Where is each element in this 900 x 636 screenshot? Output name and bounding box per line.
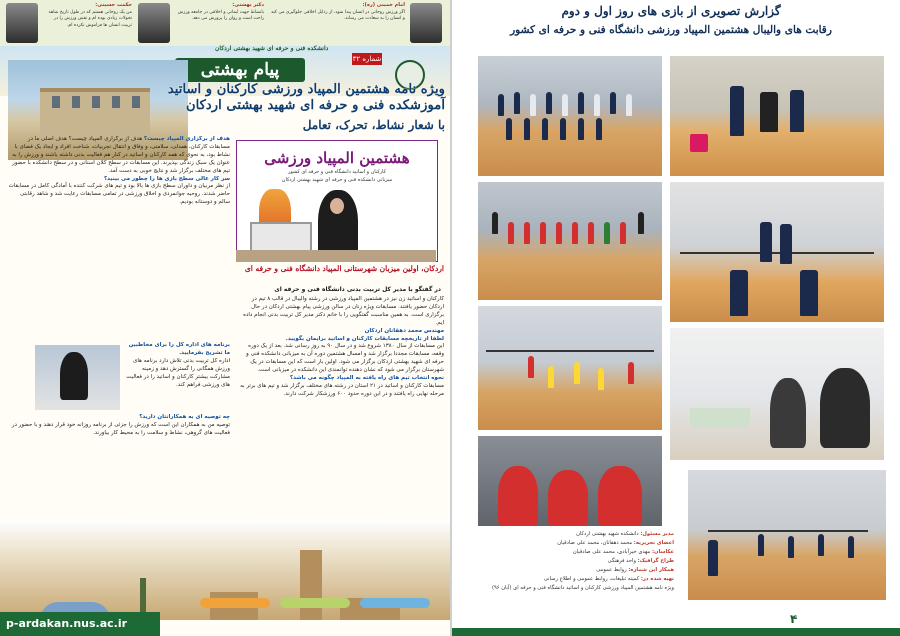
player-figure — [578, 92, 584, 114]
subhead: با شعار نشاط، تحرک، تعامل — [302, 118, 445, 132]
credit-line — [456, 584, 674, 593]
player-figure — [528, 356, 534, 378]
player-figure — [556, 222, 562, 244]
credit-label: طراح گرافیک: — [637, 558, 674, 564]
player-figure — [800, 270, 818, 316]
question-4: چه توصیه ای به همکارانتان دارید؟ — [139, 414, 230, 420]
answer-3: اداره کل تربیت بدنی تلاش دارد برنامه های ورزش همگانی را گسترش دهد و زمینه مشارکت بیشتر کارکنان و اساتید را در فعالیت های ورزشی فراهم کند. — [126, 357, 230, 388]
question-5: لطفا از تاریخچه مسابقات کارکنان و اساتید برایمان بگویید. — [285, 335, 444, 342]
interviewee-name: مهندس محمد دهقانان اردکان — [364, 327, 444, 334]
credit-line — [456, 530, 674, 539]
official-figure — [820, 368, 870, 448]
photo-wide-court — [688, 470, 886, 600]
player-figure — [760, 92, 778, 132]
table — [690, 408, 750, 428]
page-number: ۴ — [790, 612, 798, 626]
credit-value: کمیته تبلیغات، روابط عمومی و اطلاع رسانی — [543, 576, 640, 582]
credit-label: تهیه شده در: — [640, 576, 674, 582]
player-figure — [578, 118, 584, 140]
article-column-2 — [236, 296, 444, 520]
player-figure — [548, 366, 554, 388]
credit-line — [456, 566, 674, 575]
bottom-bar — [452, 628, 900, 636]
quote-mid — [174, 2, 264, 23]
player-figure — [524, 222, 530, 244]
player-figure — [604, 222, 610, 244]
player-figure — [848, 536, 854, 558]
photo-block-at-net — [670, 182, 884, 322]
player-figure — [760, 222, 772, 262]
issue-badge: شماره ۳۲ — [352, 55, 382, 63]
credit-line — [456, 557, 674, 566]
quote-right-title: امام خمینی (ره): — [362, 2, 405, 8]
player-figure — [598, 466, 642, 526]
photo-report-title: گزارش تصویری از بازی های روز اول و دوم — [561, 4, 781, 18]
desk — [236, 250, 436, 262]
poster-line-1: کارکنان و اساتید دانشگاه فنی و حرفه ای کشور — [287, 169, 387, 175]
photo-players-bench — [670, 56, 884, 176]
article-column-1 — [8, 136, 230, 342]
player-figure — [780, 224, 792, 264]
player-figure — [572, 222, 578, 244]
quote-left-title: حکمت حسینی: — [95, 2, 132, 8]
credit-line — [456, 548, 674, 557]
article-column-1c — [8, 414, 230, 519]
player-figure — [498, 466, 538, 526]
publication-title: پیام بهشتی — [175, 58, 305, 82]
volleyball-net — [708, 530, 868, 532]
credit-value: روابط عمومی — [596, 567, 627, 573]
windcatcher-tower — [300, 550, 322, 620]
photo-team-huddle — [478, 436, 662, 526]
player-figure — [514, 92, 520, 114]
answer-2: از نظر مربیان و داوران سطح بازی ها بالا بود و تیم های شرکت کننده با آمادگی کامل در مسابقات حاضر شدند. روحیه جوانمردی و اخلاق ورزشی در تمامی مسابقات رعایت شد و شاهد رقابتی سالم و دوستانه بودیم. — [8, 183, 230, 206]
player-figure — [506, 118, 512, 140]
volleyball-net — [486, 350, 654, 352]
quote-mid-text: بانشاط جهت ایمانی و اخلاقی در جامعه ورزش راحت است و روان را پرورش می دهد. — [177, 9, 264, 21]
player-figure — [610, 92, 616, 114]
player-figure — [626, 94, 632, 116]
quote-mid-title: دکتر بهشتی: — [232, 2, 264, 8]
portrait-mid — [138, 3, 170, 43]
headline: ویژه نامه هشتمین المپیاد ورزشی کارکنان و اساتید آموزشکده فنی و حرفه ای شهید بهشتی اردکان — [167, 82, 445, 113]
photo-team-lineup — [478, 56, 662, 176]
credit-line — [456, 575, 674, 584]
decorative-bar — [280, 598, 350, 608]
player-figure — [524, 118, 530, 140]
player-figure — [548, 470, 588, 526]
credit-label: اعضای تحریریه: — [633, 540, 674, 546]
credit-label: مدیر مسئول: — [640, 531, 674, 537]
player-figure — [574, 362, 580, 384]
player-figure — [540, 222, 546, 244]
credits-box — [456, 530, 674, 593]
interviewee-face — [330, 198, 344, 214]
official-figure — [60, 352, 88, 400]
player-figure — [628, 362, 634, 384]
player-figure — [546, 92, 552, 114]
player-figure — [530, 94, 536, 116]
player-figure — [498, 94, 504, 116]
window-icon — [52, 96, 60, 108]
player-figure — [598, 368, 604, 390]
credit-value: محمد دهقانان، محمد علی صادقیان — [557, 540, 633, 546]
player-figure — [758, 534, 764, 556]
answer-4: توصیه من به همکاران این است که ورزش را جزئی از برنامه روزانه خود قرار دهند و با حضور در فعالیت های گروهی، نشاط و سلامت را به محیط کار بیاورند. — [11, 421, 230, 436]
poster-title: هشتمین المپیاد ورزشی — [264, 149, 410, 167]
institution-name: دانشکده فنی و حرفه ای شهید بهشتی اردکان — [215, 45, 329, 52]
answer-5: این مسابقات از سال ۱۳۸۰ شروع شد و در سال ۹۰ به روز رسانی شد. بعد از یک دوره وقفه، مسابقات مجددا برگزار شد و امسال هشتمین دوره آن به میزبانی دانشکده فنی و حرفه ای شهید بهشتی اردکان برگزار می شود. اولین بار است که این مسابقات در یک شهرستان برگزار می شود که نشان دهنده توانمندی این دانشکده در میزبانی است. — [246, 343, 444, 374]
official-figure — [770, 378, 806, 448]
player-figure — [708, 540, 718, 576]
window-icon — [72, 96, 80, 108]
question-3: برنامه های اداره کل را برای مخاطبین ما تشریح بفرمایید. — [128, 342, 230, 356]
official-figure — [492, 212, 498, 234]
decorative-bar — [200, 598, 270, 608]
player-figure — [508, 222, 514, 244]
answer-1: هدف از برگزاری المپیاد چیست؟ هدف اصلی ما در مسابقات کارکنان، همدلی، سلامتی، و وفاق و انتقال تجربیات، شناخت افراد و ایجاد یک فضای با نشاط بود، به نحوی که همه کارکنان و اساتید در کنار هم فعالیت بدنی داشته باشند و ورزش را به عنوان یک سبک زندگی بپذیرند. این مسابقات در سطح کلان استانی و در سطح دانشکده با حضور تیم های مختلف برگزار شد و نتایج خوبی به دست آمد. — [12, 136, 230, 174]
website-link[interactable]: p-ardakan.nus.ac.ir — [0, 612, 160, 636]
player-figure — [790, 90, 804, 132]
credit-value: مهدی خیرآبادی، محمد علی صادقیان — [572, 549, 651, 555]
credit-value: دانشکده شهید بهشتی اردکان — [576, 531, 639, 537]
question-2: سر کار عالی سطح بازی ها را چطور می بینید؟ — [103, 175, 230, 182]
photo-report-subtitle: رقابت های والیبال هشتمین المپیاد ورزشی دانشگاه فنی و حرفه ای کشور — [510, 24, 832, 36]
player-figure — [562, 94, 568, 116]
credit-value: واحد فرهنگی — [607, 558, 636, 564]
portrait-right — [410, 3, 442, 43]
player-figure — [730, 86, 744, 136]
photo-match-action — [478, 306, 662, 430]
credit-label: همکار این شماره: — [628, 567, 674, 573]
window-icon — [112, 96, 120, 108]
answer-6: مسابقات کارکنان و اساتید در ۲۱ استان در رشته های مختلف برگزار شد و تیم های برتر به مرحله نهایی راه یافتند و در این دوره حدود ۶۰۰ ورزشکار شرکت دارند. — [240, 382, 444, 397]
player-figure — [730, 270, 748, 316]
question-6: نحوه انتخاب تیم های راه یافته به المپیاد چگونه می باشد؟ — [289, 375, 444, 382]
player-figure — [588, 222, 594, 244]
window-icon — [92, 96, 100, 108]
poster-line-2: میزبانی دانشکده فنی و حرفه ای شهید بهشتی اردکان — [281, 177, 393, 183]
decorative-bar — [360, 598, 430, 608]
credit-value: ویژه نامه هشتمین المپیاد ورزشی کارکنان و اساتید دانشگاه فنی و حرفه ای (آبان ۹۶) — [491, 585, 674, 591]
trash-bin — [690, 134, 708, 152]
credit-label: عکاسان: — [651, 549, 674, 555]
quote-left-text: من یک روحانی هستم که در طول تاریخ شاهد تحولات زیادی بوده ام و نقش ورزش را در تربیت انسان ها فراموش نکرده ام. — [48, 9, 132, 28]
player-figure — [818, 534, 824, 556]
player-figure — [542, 118, 548, 140]
quote-left — [42, 2, 132, 29]
question-1: هدف از برگزاری المپیاد چیست؟ — [143, 136, 230, 142]
photo-officials — [670, 328, 884, 460]
player-figure — [788, 536, 794, 558]
photo-red-team — [478, 182, 662, 300]
player-figure — [596, 118, 602, 140]
player-figure — [594, 94, 600, 116]
volleyball-net — [680, 252, 874, 254]
article-column-1b — [124, 342, 230, 412]
portrait-left — [6, 3, 38, 43]
credit-line — [456, 539, 674, 548]
intro-paragraph: کارکنان و اساتید زن نیز در هشتمین المپیاد ورزشی در رشته والیبال در قالب ۸ تیم در اردکان حضور یافتند. مسابقات ویژه زنان در سالن ورزشی پیام بهشتی اردکان در حال برگزاری است. به همین مناسبت گفتگویی را با خانم دکتر مدیر کل تربیت بدنی انجام داده ایم. — [243, 296, 444, 326]
official-figure — [638, 212, 644, 234]
quote-right — [270, 2, 405, 23]
player-figure — [560, 118, 566, 140]
photo-caption-sub: در گفتگو با مدیر کل تربیت بدنی دانشگاه فنی و حرفه ای — [274, 286, 441, 293]
photo-caption-title: اردکان، اولین میزبان شهرستانی المپیاد دانشگاه فنی و حرفه ای — [244, 264, 444, 273]
quote-right-text: اگر ورزش روحانی در انسان پیدا شود، از رذایل اخلاقی جلوگیری می کند و انسان را به سعادت می رساند. — [271, 9, 405, 21]
player-figure — [620, 222, 626, 244]
